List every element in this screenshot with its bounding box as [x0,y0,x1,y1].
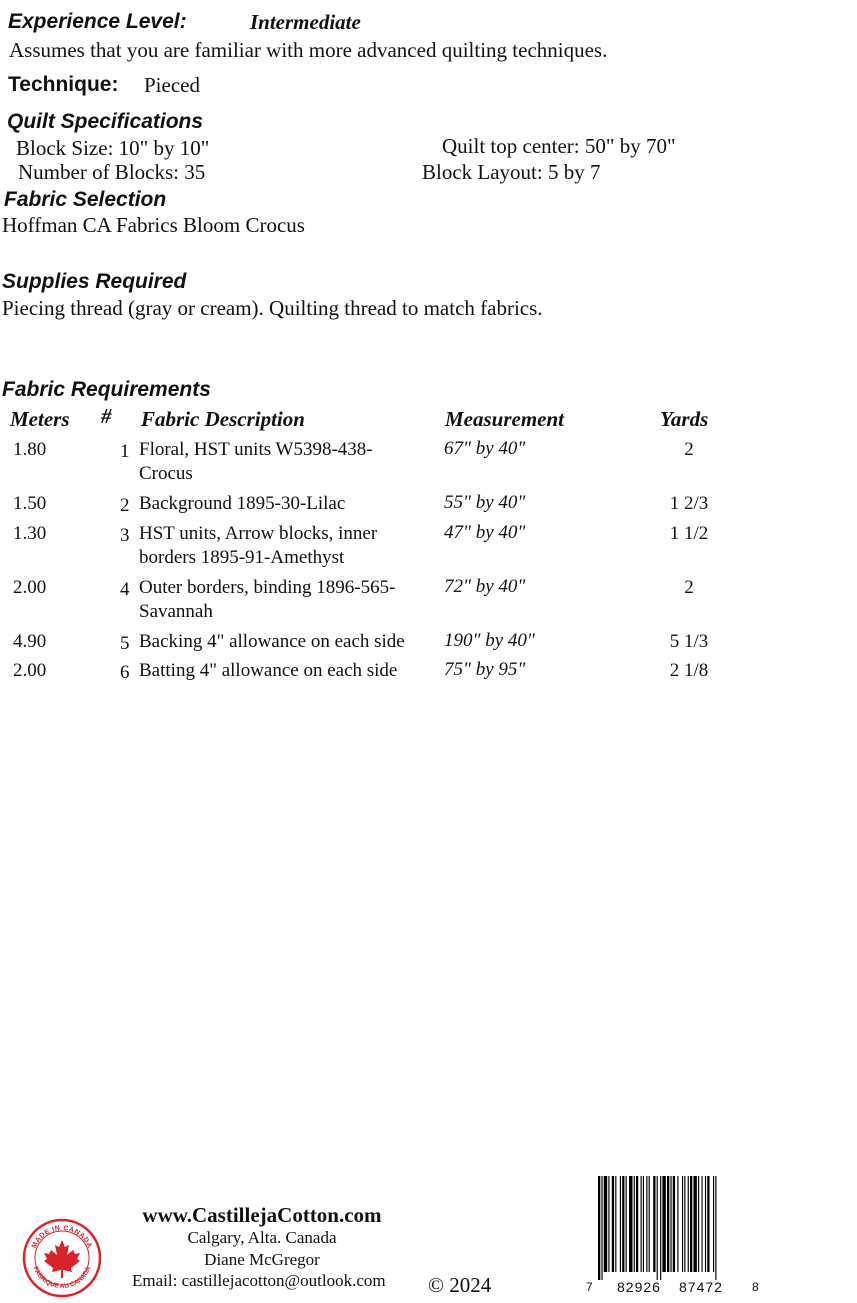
col-header-description: Fabric Description [141,407,305,431]
barcode-bar [643,1176,644,1272]
barcode-bar [705,1176,706,1272]
barcode-bar [660,1176,661,1280]
row-yards: 2 [684,439,694,460]
barcode-icon [584,1176,764,1280]
row-description: Outer borders, binding 1896-565-Savannah [139,577,396,622]
row-meters: 1.80 [13,439,47,460]
barcode-bar [646,1176,647,1272]
technique-label: Technique: [8,73,119,96]
row-description: Backing 4" allowance on each side [139,631,405,652]
row-number: 4 [120,579,130,600]
row-yards: 1 1/2 [669,523,709,544]
barcode-digit-last: 8 [752,1280,759,1294]
supplies-heading: Supplies Required [2,270,187,293]
experience-value: Intermediate [250,10,361,34]
barcode-bar [670,1176,671,1272]
technique-value: Pieced [144,73,200,97]
barcode-bar [698,1176,699,1272]
row-description: Floral, HST units W5398-438-Crocus [139,439,373,484]
col-header-measurement: Measurement [445,407,565,431]
row-measurement: 67" by 40" [444,438,526,459]
barcode-bar [653,1176,655,1272]
row-description: HST units, Arrow blocks, inner borders 1895-91-Amethyst [139,523,378,568]
barcode-bar [620,1176,621,1272]
email[interactable]: Email: castillejacotton@outlook.com [132,1271,386,1290]
barcode-bar [629,1176,632,1272]
barcode-bar [649,1176,650,1272]
barcode-bar [690,1176,692,1272]
barcode-bar [662,1176,665,1272]
supplies-text: Piecing thread (gray or cream). Quilting thread to match fabrics. [2,296,543,320]
barcode-bar [598,1176,600,1280]
row-number: 3 [120,525,130,546]
row-yards: 2 [684,577,694,598]
row-measurement: 55" by 40" [444,492,526,513]
quilt-top-center: Quilt top center: 50" by 70" [442,134,676,158]
city: Calgary, Alta. Canada [187,1228,337,1247]
row-yards: 1 2/3 [669,493,709,514]
row-number: 5 [120,633,130,654]
row-meters: 2.00 [13,577,47,598]
block-size: Block Size: 10" by 10" [16,136,210,160]
barcode-bar [657,1176,658,1280]
row-measurement: 72" by 40" [444,576,526,597]
row-measurement: 47" by 40" [444,522,526,543]
barcode-bar [707,1176,709,1272]
barcode-bar [713,1176,714,1272]
barcode-bar [622,1176,624,1272]
barcode-bar [608,1176,609,1272]
author: Diane McGregor [204,1250,320,1269]
row-meters: 1.50 [13,493,47,514]
barcode-bar [682,1176,683,1272]
requirements-heading: Fabric Requirements [2,378,211,401]
col-header-number: # [101,404,112,428]
website-link[interactable]: www.CastillejaCotton.com [142,1203,382,1227]
barcode-bar [688,1176,689,1272]
experience-label: Experience Level: [8,10,187,33]
row-measurement: 75" by 95" [444,659,526,680]
badge-bottom-text: FABRIQUE AU CANADA [31,1265,93,1291]
barcode-bar [684,1176,685,1272]
row-measurement: 190" by 40" [444,630,535,651]
row-number: 1 [120,441,130,462]
barcode [584,1176,764,1300]
barcode-bar [636,1176,638,1272]
barcode-digit-first: 7 [586,1280,593,1294]
row-number: 2 [120,495,130,516]
row-meters: 2.00 [13,660,47,681]
row-yards: 2 1/8 [669,660,709,681]
row-description: Background 1895-30-Lilac [139,493,346,514]
col-header-yards: Yards [660,407,709,431]
barcode-bar [715,1176,716,1280]
barcode-bar [626,1176,627,1272]
barcode-bar [702,1176,703,1272]
barcode-digits-left: 82926 [617,1279,661,1295]
barcode-bar [601,1176,602,1280]
barcode-bar [615,1176,616,1272]
row-meters: 4.90 [13,631,47,652]
barcode-bar [673,1176,675,1272]
barcode-bar [667,1176,669,1272]
barcode-bar [677,1176,678,1272]
barcode-digits-right: 87472 [679,1279,723,1295]
row-number: 6 [120,662,130,683]
row-meters: 1.30 [13,523,47,544]
barcode-bar [634,1176,635,1272]
col-header-meters: Meters [10,407,70,431]
barcode-bar [641,1176,642,1272]
fabric-selection-text: Hoffman CA Fabrics Bloom Crocus [2,213,305,237]
badge-top-text: MADE IN CANADA [30,1224,94,1250]
copyright: © 2024 [428,1273,492,1297]
number-of-blocks: Number of Blocks: 35 [18,160,206,184]
specs-heading: Quilt Specifications [7,110,204,133]
made-in-canada-badge [22,1218,102,1298]
row-description: Batting 4" allowance on each side [139,660,398,681]
barcode-bar [693,1176,696,1272]
row-yards: 5 1/3 [669,631,709,652]
barcode-bar [612,1176,614,1272]
block-layout: Block Layout: 5 by 7 [422,160,601,184]
barcode-bar [604,1176,607,1272]
fabric-selection-heading: Fabric Selection [4,188,167,211]
maple-leaf-icon [22,1218,102,1298]
experience-note: Assumes that you are familiar with more advanced quilting techniques. [9,38,608,62]
